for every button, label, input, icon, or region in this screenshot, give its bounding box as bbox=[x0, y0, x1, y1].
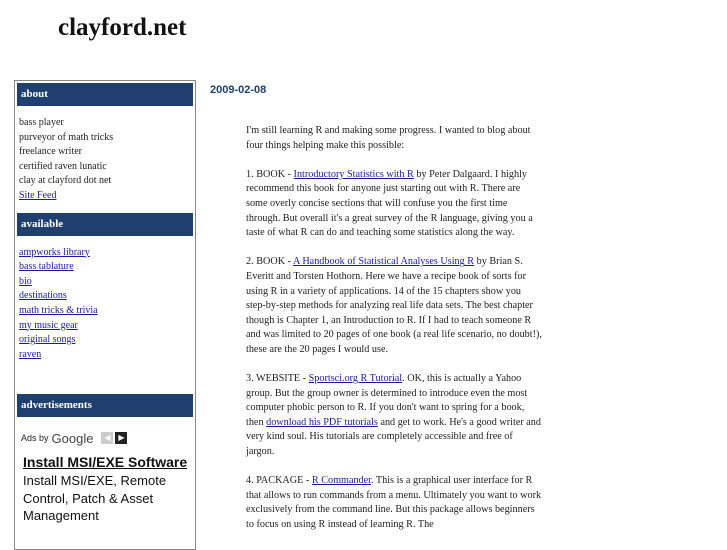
ads-by-google[interactable] bbox=[15, 417, 195, 445]
book-link-intro-stats[interactable]: Introductory Statistics with R bbox=[293, 168, 414, 180]
google-logo: Google bbox=[51, 430, 94, 446]
sidebar bbox=[14, 80, 196, 550]
link-destinations[interactable]: destinations bbox=[19, 290, 67, 302]
ad-body: Install MSI/EXE, Remote Control, Patch & Asset Management bbox=[23, 473, 167, 524]
site-title: clayford.net bbox=[58, 14, 187, 41]
package-link-r-commander[interactable]: R Commander bbox=[311, 475, 371, 487]
about-list bbox=[15, 106, 195, 211]
site-feed-link[interactable]: Site Feed bbox=[19, 189, 57, 201]
about-item: clay at clayford dot net bbox=[19, 175, 112, 187]
ad-unit bbox=[15, 445, 195, 525]
available-list bbox=[15, 236, 195, 393]
post-item-4: 4. PACKAGE - R Commander. This is a graphical user interface for R that allows to run commands from a menu. Ultimately you want to work exclusively from the command line. But this package allows beginners to focus on using R instead of learning R. The bbox=[246, 475, 542, 531]
website-link-sportsci[interactable]: Sportsci.org R Tutorial bbox=[308, 373, 403, 385]
link-music-gear[interactable]: my music gear bbox=[19, 319, 78, 331]
prev-arrow-icon[interactable]: ◀ bbox=[101, 432, 113, 444]
about-item: freelance writer bbox=[19, 146, 83, 158]
advertisements-heading: advertisements bbox=[17, 394, 193, 417]
about-item: purveyor of math tricks bbox=[19, 131, 114, 143]
link-raven[interactable]: raven bbox=[19, 348, 42, 360]
pdf-tutorials-link[interactable]: download his PDF tutorials bbox=[266, 416, 378, 428]
post-item-2: 2. BOOK - A Handbook of Statistical Analyses Using R by Brian S. Everitt and Torsten Hothorn. Here we have a recipe book of sorts for using R in a variety of applications. 14 of the 15 chapters show you step-by-step methods for analyzing real life data sets. The best chapter though is Chapter 1, an Introduction to R. If I had to teach someone R and was limited to 20 pages of one book (a real life scenario, no doubt!), these are the 20 pages I would use. bbox=[246, 256, 542, 355]
link-ampworks-library[interactable]: ampworks library bbox=[19, 246, 90, 258]
next-arrow-icon[interactable]: ▶ bbox=[115, 432, 127, 444]
post-item-3: 3. WEBSITE - Sportsci.org R Tutorial. OK, this is actually a Yahoo group. But the group owner is determined to introduce even the most computer phobic person to R. If you don't want to spring for a book, then download his PDF tutorials and get to work. He's a good writer and very kind soul. His tutorials are completely accessible and free of jargon. bbox=[246, 373, 541, 458]
post-item-1: 1. BOOK - Introductory Statistics with R by Peter Dalgaard. I highly recommend this book for anyone just starting out with R. There are some overly concise sections that will confuse you the first time through. But overall it's a great survey of the R language, giving you a taste of what R can do and teaching some statistics along the way. bbox=[246, 168, 533, 239]
book-link-handbook[interactable]: A Handbook of Statistical Analyses Using R bbox=[292, 256, 475, 268]
link-original-songs[interactable]: original songs bbox=[19, 334, 76, 346]
ad-title-link[interactable]: Install MSI/EXE Software bbox=[23, 454, 188, 471]
link-bass-tablature[interactable]: bass tablature bbox=[19, 261, 74, 273]
post-date: 2009-02-08 bbox=[210, 84, 267, 96]
ads-by-label: Ads by bbox=[21, 433, 49, 444]
available-heading: available bbox=[17, 213, 193, 236]
about-heading: about bbox=[17, 83, 193, 106]
link-bio[interactable]: bio bbox=[19, 275, 32, 287]
post-body bbox=[246, 124, 542, 547]
about-item: certified raven lunatic bbox=[19, 160, 107, 172]
link-math-tricks[interactable]: math tricks & trivia bbox=[19, 304, 98, 316]
post-intro: I'm still learning R and making some progress. I wanted to blog about four things helping make this possible: bbox=[246, 125, 531, 151]
about-item: bass player bbox=[19, 117, 64, 128]
